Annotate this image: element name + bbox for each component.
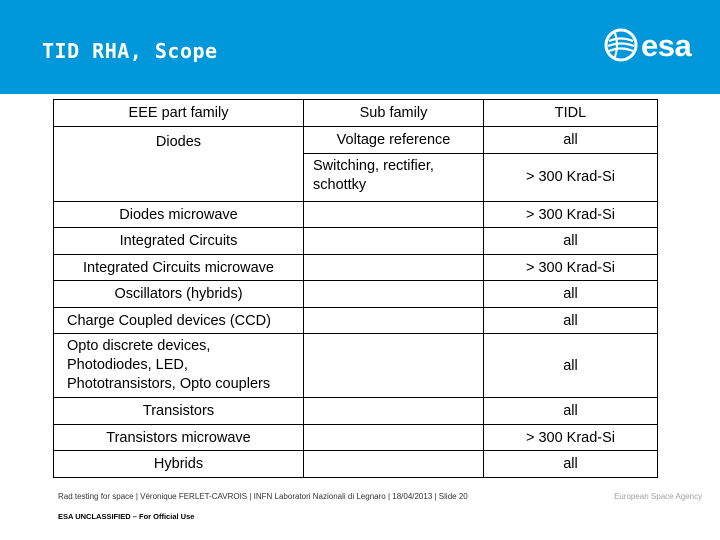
sub-family-cell (304, 281, 484, 308)
sub-family-cell (304, 254, 484, 281)
header-tidl: TIDL (484, 100, 658, 127)
table-row (54, 424, 658, 451)
table-header-row (54, 100, 658, 127)
tidl-cell: all (484, 451, 658, 478)
sub-family-cell: Voltage reference (304, 126, 484, 153)
footer-text: Rad testing for space | Véronique FERLET-CAVROIS | INFN Laboratori Nazionali di Legnaro | 18/04/2013 | Slide 20 (58, 492, 468, 501)
part-family-cell: Oscillators (hybrids) (54, 281, 304, 308)
tidl-cell: all (484, 307, 658, 334)
esa-globe-icon (603, 27, 639, 63)
esa-logo-text: esa (641, 28, 692, 63)
header-part-family: EEE part family (54, 100, 304, 127)
header-sub-family: Sub family (304, 100, 484, 127)
tidl-cell: all (484, 126, 658, 153)
part-family-cell: Transistors (54, 398, 304, 425)
slide-header (0, 0, 720, 94)
part-family-cell: Diodes (54, 126, 304, 201)
part-family-cell: Diodes microwave (54, 201, 304, 228)
sub-family-cell (304, 424, 484, 451)
tidl-cell: all (484, 334, 658, 398)
part-family-cell: Integrated Circuits microwave (54, 254, 304, 281)
agency-name: European Space Agency (614, 492, 703, 501)
sub-family-cell (304, 228, 484, 255)
classification-label: ESA UNCLASSIFIED – For Official Use (58, 512, 195, 521)
part-family-cell: Opto discrete devices, Photodiodes, LED, Phototransistors, Opto couplers (54, 334, 304, 398)
tidl-cell: > 300 Krad-Si (484, 201, 658, 228)
part-family-cell: Charge Coupled devices (CCD) (54, 307, 304, 334)
tidl-cell: all (484, 398, 658, 425)
tidl-cell: > 300 Krad-Si (484, 254, 658, 281)
scope-table (53, 99, 658, 478)
table-row (54, 201, 658, 228)
tidl-cell: > 300 Krad-Si (484, 153, 658, 201)
part-family-cell: Transistors microwave (54, 424, 304, 451)
sub-family-cell: Switching, rectifier, schottky (304, 153, 484, 201)
part-family-cell: Integrated Circuits (54, 228, 304, 255)
part-family-cell: Hybrids (54, 451, 304, 478)
esa-logo (603, 27, 703, 67)
table-row (54, 281, 658, 308)
sub-family-cell (304, 451, 484, 478)
table-row (54, 254, 658, 281)
table-row (54, 307, 658, 334)
table-row (54, 126, 658, 153)
tidl-cell: all (484, 228, 658, 255)
slide-title: TID RHA, Scope (42, 39, 218, 63)
table-row (54, 334, 658, 398)
tidl-cell: all (484, 281, 658, 308)
sub-family-cell (304, 398, 484, 425)
table-row (54, 451, 658, 478)
sub-family-cell (304, 201, 484, 228)
table-row (54, 228, 658, 255)
sub-family-cell (304, 307, 484, 334)
sub-family-cell (304, 334, 484, 398)
table-row (54, 398, 658, 425)
tidl-cell: > 300 Krad-Si (484, 424, 658, 451)
